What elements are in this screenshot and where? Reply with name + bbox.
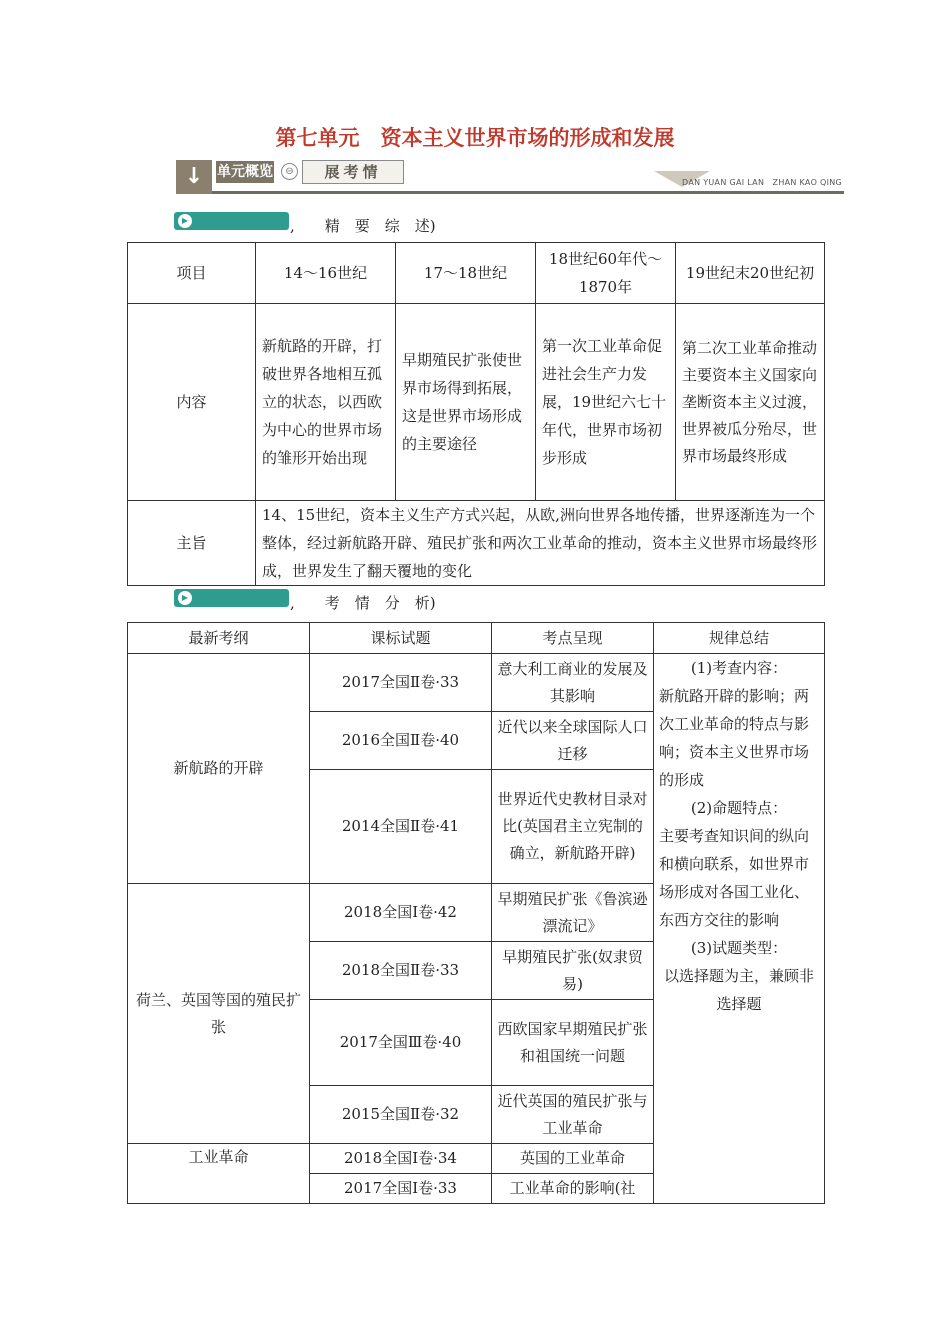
banner-pinyin: DAN YUAN GAI LAN ZHAN KAO QING — [682, 178, 843, 187]
theme-label: 主旨 — [128, 501, 256, 586]
point-cell: 西欧国家早期殖民扩张和祖国统一问题 — [492, 1000, 654, 1086]
outline-cell: 新航路的开辟 — [128, 654, 310, 884]
header-period-3: 18世纪60年代～1870年 — [536, 243, 676, 304]
summary-line: (3)试题类型： — [690, 939, 788, 957]
header-point: 考点呈现 — [492, 623, 654, 654]
play-icon: ▶ — [178, 591, 192, 605]
banner-label: 单元概览 — [216, 161, 274, 183]
point-cell: 英国的工业革命 — [492, 1144, 654, 1174]
exam-cell: 2018全国Ⅱ卷·33 — [310, 942, 492, 1000]
summary-line: 主要考查知识间的纵向和横向联系，如世界市场形成对各国工业化、东西方交往的影响 — [659, 827, 810, 929]
exam-cell: 2017全国Ⅲ卷·40 — [310, 1000, 492, 1086]
exam-cell: 2015全国Ⅱ卷·32 — [310, 1086, 492, 1144]
point-cell: 工业革命的影响(社 — [492, 1174, 654, 1204]
banner-box: 展考情 — [302, 160, 404, 184]
exam-cell: 2014全国Ⅱ卷·41 — [310, 770, 492, 884]
exam-cell: 2018全国Ⅰ卷·42 — [310, 884, 492, 942]
theme-text: 14、15世纪，资本主义生产方式兴起，从欧,洲向世界各地传播，世界逐渐连为一个整体，经过新航路开辟、殖民扩张和两次工业革命的推动，资本主义世界市场最终形成，世界发生了翻天覆地的变化 — [256, 501, 825, 586]
point-cell: 近代英国的殖民扩张与工业革命 — [492, 1086, 654, 1144]
exam-analysis-table — [127, 622, 825, 1204]
down-arrow-icon: ↓ — [176, 160, 212, 194]
overview-table — [127, 242, 825, 586]
header-outline: 最新考纲 — [128, 623, 310, 654]
summary-line: 新航路开辟的影响；两次工业革命的特点与影响；资本主义世界市场的形成 — [659, 687, 810, 789]
summary-cell — [654, 654, 825, 1204]
header-period-1: 14～16世纪 — [256, 243, 396, 304]
exam-cell: 2016全国Ⅱ卷·40 — [310, 712, 492, 770]
play-icon: ▶ — [178, 214, 192, 228]
point-cell: 早期殖民扩张《鲁滨逊漂流记》 — [492, 884, 654, 942]
summary-line: (2)命题特点： — [690, 799, 788, 817]
unit-overview-banner — [176, 157, 844, 197]
exam-cell: 2017全国Ⅰ卷·33 — [310, 1174, 492, 1204]
header-exam: 课标试题 — [310, 623, 492, 654]
point-cell: 世界近代史教材目录对比(英国君主立宪制的确立，新航路开辟) — [492, 770, 654, 884]
point-cell: 意大利工商业的发展及其影响 — [492, 654, 654, 712]
outline-cell: 工业革命 — [128, 1144, 310, 1204]
point-cell: 近代以来全球国际人口迁移 — [492, 712, 654, 770]
exam-cell: 2018全国Ⅰ卷·34 — [310, 1144, 492, 1174]
circle-minus-icon: ⊖ — [281, 163, 298, 180]
content-period-1: 新航路的开辟，打破世界各地相互孤立的状态，以西欧为中心的世界市场的雏形开始出现 — [256, 304, 396, 501]
summary-line: (1)考查内容： — [690, 659, 788, 677]
outline-cell: 荷兰、英国等国的殖民扩张 — [128, 884, 310, 1144]
header-period-4: 19世纪末20世纪初 — [676, 243, 825, 304]
point-cell: 早期殖民扩张(奴隶贸易) — [492, 942, 654, 1000]
header-period-2: 17～18世纪 — [396, 243, 536, 304]
content-period-4: 第二次工业革命推动主要资本主义国家向垄断资本主义过渡，世界被瓜分殆尽，世界市场最终形成 — [676, 304, 825, 501]
content-period-2: 早期殖民扩张使世界市场得到拓展，这是世界市场形成的主要途径 — [396, 304, 536, 501]
summary-line: 以选择题为主，兼顾非选择题 — [663, 967, 814, 1013]
section-heading-summary: , 精 要 综 述) — [290, 217, 436, 235]
exam-cell: 2017全国Ⅱ卷·33 — [310, 654, 492, 712]
content-label: 内容 — [128, 304, 256, 501]
section-heading-analysis: , 考 情 分 析) — [290, 594, 436, 612]
section-marker-summary — [174, 212, 289, 230]
section-marker-analysis — [174, 589, 289, 607]
header-summary: 规律总结 — [654, 623, 825, 654]
content-period-3: 第一次工业革命促进社会生产力发展，19世纪六七十年代，世界市场初步形成 — [536, 304, 676, 501]
banner-rule — [176, 191, 844, 194]
page-title: 第七单元 资本主义世界市场的形成和发展 — [275, 126, 675, 150]
header-item: 项目 — [128, 243, 256, 304]
